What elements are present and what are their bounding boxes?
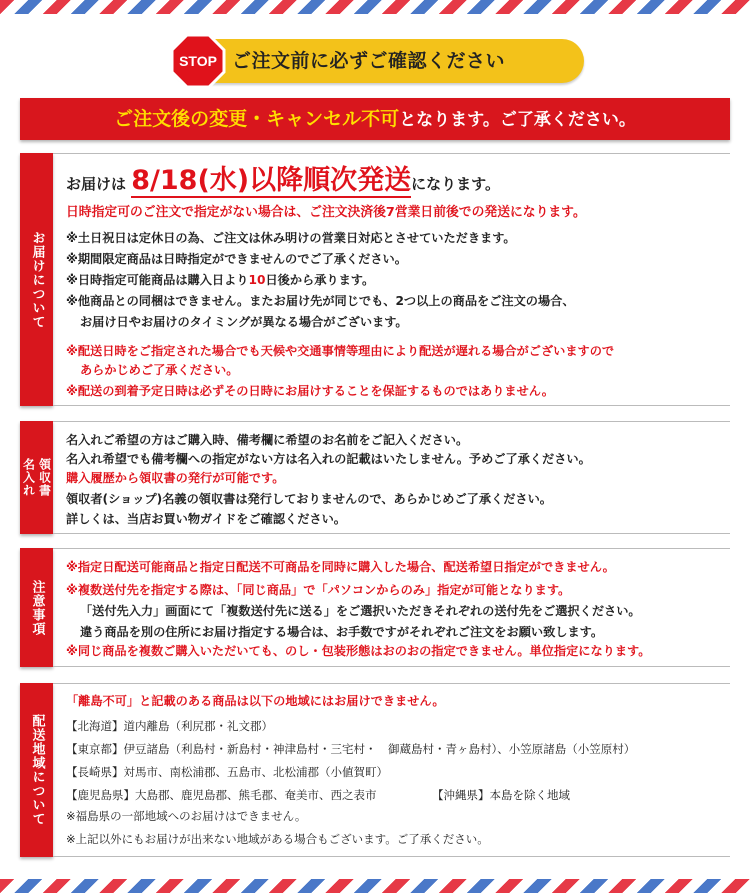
divider xyxy=(53,666,730,667)
top-stripe-border xyxy=(0,0,750,14)
delivery-line5: ※他商品との同梱はできません。またお届け先が同じでも、2つ以上の商品をご注文の場合、 xyxy=(66,294,575,308)
delivery-line7: ※配送日時をご指定された場合でも天候や交通事情等理由により配送が遅れる場合がございますので xyxy=(66,344,615,358)
delivery-line3: ※期間限定商品は日時指定ができませんのでご了承ください。 xyxy=(66,252,407,266)
divider xyxy=(53,421,730,422)
bottom-stripe-border xyxy=(0,879,750,893)
name-receipt-section-label: 名入れ 領収書 xyxy=(20,421,53,534)
delivery-line8: あらかじめご了承ください。 xyxy=(80,363,239,377)
regions-line1: 「離島不可」と記載のある商品は以下の地域にはお届けできません。 xyxy=(66,694,445,708)
ship-date-line: お届けは 8/18(水)以降順次発送になります。 xyxy=(66,165,500,196)
receipt-line2: 名入れ希望でも備考欄への指定がない方は名入れの記載はいたしません。予めご了承ください。 xyxy=(66,452,591,466)
divider xyxy=(53,683,730,684)
divider xyxy=(53,856,730,857)
regions-line3: 【東京都】伊豆諸島（利島村・新島村・神津島村・三宅村・ 御蔵島村・青ヶ島村）、小笠原諸島（小笠原村） xyxy=(66,742,636,756)
notes-section-label: 注意事項 xyxy=(20,548,53,667)
notes-line2: ※複数送付先を指定する際は、「同じ商品」で「パソコンからのみ」指定が可能となります。 xyxy=(66,583,571,597)
regions-line5a: 【鹿児島県】大島郡、鹿児島郡、熊毛郡、奄美市、西之表市 xyxy=(66,788,377,802)
stop-label: STOP xyxy=(179,53,217,69)
regions-line5b: 【沖縄県】本島を除く地域 xyxy=(432,788,570,802)
regions-line6: ※福島県の一部地域へのお届けはできません。 xyxy=(66,809,307,823)
notes-line3: 「送付先入力」画面にて「複数送付先に送る」をご選択いただきそれぞれの送付先をご選択ください。 xyxy=(80,604,641,618)
delivery-line2: ※土日祝日は定休日の為、ご注文は休み明けの営業日対応とさせていただきます。 xyxy=(66,231,516,245)
receipt-line1: 名入れご希望の方はご購入時、備考欄に希望のお名前をご記入ください。 xyxy=(66,433,469,447)
regions-line4: 【長崎県】対馬市、南松浦郡、五島市、北松浦郡（小値賀町） xyxy=(66,765,388,779)
cancel-highlight: ご注文後の変更・キャンセル不可 xyxy=(114,108,400,130)
delivery-line4: ※日時指定可能商品は購入日より10日後から承ります。 xyxy=(66,273,375,287)
notes-line1: ※指定日配送可能商品と指定日配送不可商品を同時に購入した場合、配送希望日指定ができません。 xyxy=(66,560,615,574)
stop-sign-icon xyxy=(170,33,226,89)
regions-line7: ※上記以外にもお届けが出来ない地域がある場合もございます。ご了承ください。 xyxy=(66,832,489,846)
divider xyxy=(53,533,730,534)
delivery-line6: お届け日やお届けのタイミングが異なる場合がございます。 xyxy=(80,315,408,329)
divider xyxy=(53,153,730,154)
regions-line2: 【北海道】道内離島（利尻郡・礼文郡） xyxy=(66,719,273,733)
ship-date: 8/18(水)以降順次発送 xyxy=(131,165,412,196)
receipt-line4: 領収者(ショップ)名義の領収書は発行しておりませんので、あらかじめご了承ください。 xyxy=(66,492,552,506)
receipt-line3: 購入履歴から領収書の発行が可能です。 xyxy=(66,471,285,485)
cancel-rest: となります。ご了承ください。 xyxy=(399,110,636,130)
cancel-notice-banner xyxy=(20,98,730,140)
receipt-line5: 詳しくは、当店お買い物ガイドをご確認ください。 xyxy=(66,512,346,526)
divider xyxy=(53,548,730,549)
regions-section-label: 配送地域について xyxy=(20,683,53,857)
delivery-section-label: お届けについて xyxy=(20,153,53,406)
delivery-line9: ※配送の到着予定日時は必ずその日時にお届けすることを保証するものではありません。 xyxy=(66,384,554,398)
notes-line4: 違う商品を別の住所にお届け指定する場合は、お手数ですがそれぞれご注文をお願い致します。 xyxy=(80,625,604,639)
page-title: ご注文前に必ずご確認ください xyxy=(232,50,506,72)
notes-line5: ※同じ商品を複数ご購入いただいても、のし・包装形態はおのおの指定できません。単位指定になります。 xyxy=(66,644,651,658)
delivery-line1: 日時指定可のご注文で指定がない場合は、ご注文決済後7営業日前後での発送になります。 xyxy=(66,205,586,220)
divider xyxy=(53,405,730,406)
